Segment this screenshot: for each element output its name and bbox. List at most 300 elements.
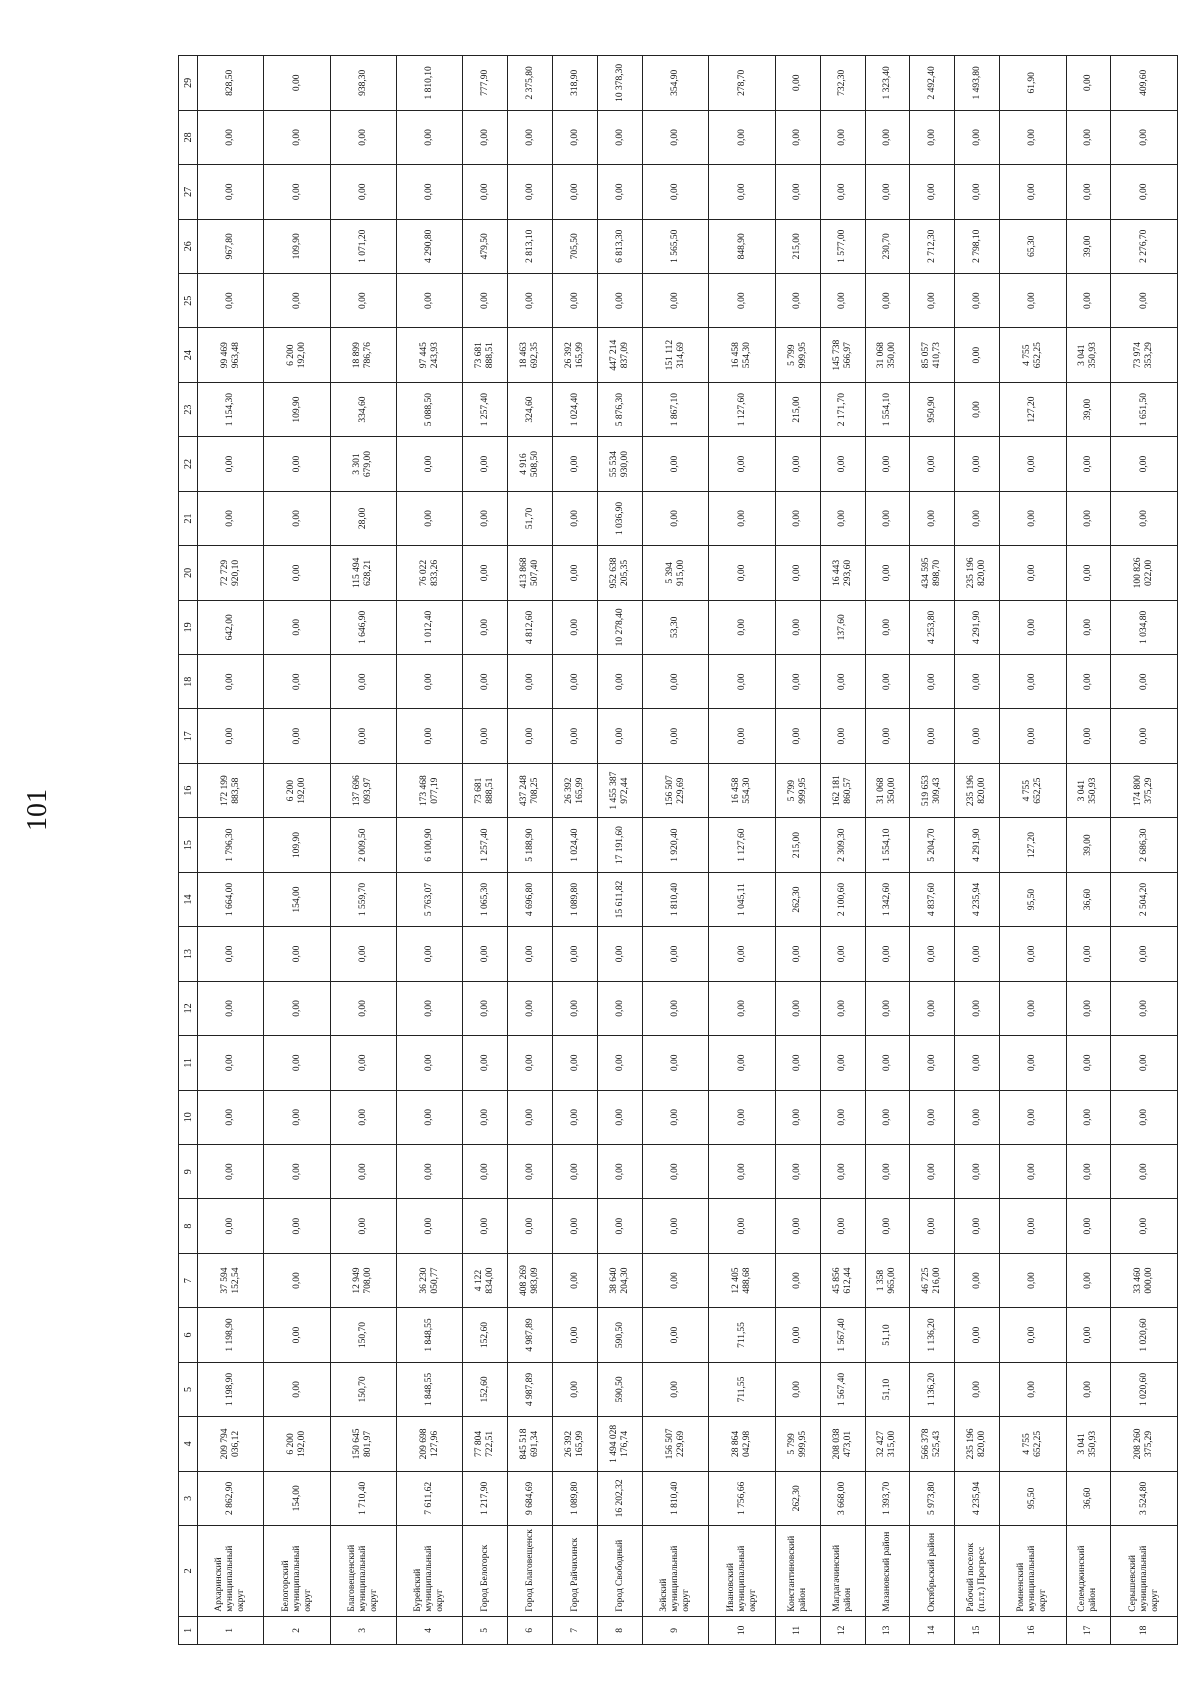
value-cell: 26 392 165,99 [553,328,598,382]
value-cell: 72 729 920,10 [198,546,264,600]
value-cell: 1 257,40 [463,818,508,872]
value-cell: 0,00 [598,273,643,327]
value-cell: 0,00 [553,1090,598,1144]
value-cell: 18 463 692,35 [508,328,553,382]
value-cell: 1 494 028 176,74 [598,1417,643,1471]
header-cell: 6 [179,1308,198,1362]
table-row [264,56,330,1645]
value-cell: 0,00 [264,1308,330,1362]
value-cell: 0,00 [508,110,553,164]
value-cell: 0,00 [820,491,865,545]
value-cell: 36 230 050,77 [397,1253,463,1307]
value-cell: 0,00 [1066,600,1111,654]
value-cell: 51,70 [508,491,553,545]
value-cell: 0,00 [709,491,775,545]
value-cell: 0,00 [820,709,865,763]
value-cell: 0,00 [264,1036,330,1090]
value-cell: 6 200 192,00 [264,328,330,382]
value-cell: 0,00 [264,1253,330,1307]
value-cell: 1 024,40 [553,382,598,436]
value-cell: 0,00 [463,1090,508,1144]
header-cell: 14 [179,872,198,926]
value-cell: 354,90 [643,56,709,111]
value-cell: 1 127,60 [709,818,775,872]
value-cell: 0,00 [463,600,508,654]
value-cell: 0,00 [1000,1090,1066,1144]
value-cell: 0,00 [463,273,508,327]
value-cell: 0,00 [198,1144,264,1198]
value-cell: 0,00 [643,1036,709,1090]
value-cell: 0,00 [1066,1036,1111,1090]
value-cell: 127,20 [1000,818,1066,872]
value-cell: 1 393,70 [865,1471,910,1525]
value-cell: 0,00 [330,709,396,763]
value-cell: 172 199 883,58 [198,763,264,817]
header-cell: 20 [179,546,198,600]
value-cell: 0,00 [463,655,508,709]
value-cell: 0,00 [330,165,396,219]
value-cell: 0,00 [820,1199,865,1253]
value-cell: 65,30 [1000,219,1066,273]
value-cell: 5 876,30 [598,382,643,436]
row-number-cell: 11 [775,1616,820,1644]
value-cell: 777,90 [463,56,508,111]
municipality-name-cell: Белогорский муниципальный округ [264,1526,330,1617]
value-cell: 0,00 [1066,1308,1111,1362]
value-cell: 0,00 [1111,1199,1178,1253]
value-cell: 1 154,30 [198,382,264,436]
value-cell: 1 034,80 [1111,600,1178,654]
header-cell: 15 [179,818,198,872]
municipality-name-cell: Ивановский муниципальный округ [709,1526,775,1617]
value-cell: 0,00 [643,110,709,164]
row-number-cell: 1 [198,1616,264,1644]
value-cell: 2 100,60 [820,872,865,926]
value-cell: 0,00 [264,1090,330,1144]
value-cell: 0,00 [1066,1199,1111,1253]
municipality-name-cell: Архаринский муниципальный округ [198,1526,264,1617]
value-cell: 0,00 [264,437,330,491]
value-cell: 0,00 [553,165,598,219]
value-cell: 10 378,30 [598,56,643,111]
value-cell: 46 725 216,00 [910,1253,955,1307]
value-cell: 0,00 [198,927,264,981]
table-row [598,56,643,1645]
value-cell: 97 445 243,93 [397,328,463,382]
value-cell: 0,00 [643,1090,709,1144]
row-number-cell: 18 [1111,1616,1178,1644]
value-cell: 0,00 [198,655,264,709]
value-cell: 0,00 [709,1036,775,1090]
value-cell: 0,00 [1000,110,1066,164]
value-cell: 2 492,40 [910,56,955,111]
value-cell: 0,00 [775,927,820,981]
value-cell: 5 799 999,95 [775,1417,820,1471]
value-cell: 1 136,20 [910,1362,955,1416]
value-cell: 0,00 [865,709,910,763]
value-cell: 0,00 [1000,1362,1066,1416]
value-cell: 5 188,90 [508,818,553,872]
page-number: 101 [22,789,53,831]
value-cell: 51,10 [865,1362,910,1416]
value-cell: 278,70 [709,56,775,111]
value-cell: 0,00 [330,655,396,709]
value-cell: 162 181 860,57 [820,763,865,817]
value-cell: 5 204,70 [910,818,955,872]
header-cell: 27 [179,165,198,219]
value-cell: 590,50 [598,1362,643,1416]
value-cell: 0,00 [397,110,463,164]
value-cell: 2 309,30 [820,818,865,872]
header-row [179,56,198,1645]
table-row [1111,56,1178,1645]
value-cell: 152,60 [463,1308,508,1362]
value-cell: 0,00 [643,927,709,981]
header-cell: 13 [179,927,198,981]
value-cell: 26 392 165,99 [553,763,598,817]
value-cell: 0,00 [955,927,1000,981]
value-cell: 38 640 204,30 [598,1253,643,1307]
header-cell: 25 [179,273,198,327]
value-cell: 0,00 [910,165,955,219]
value-cell: 1 020,60 [1111,1308,1178,1362]
value-cell: 0,00 [198,273,264,327]
value-cell: 55 534 930,00 [598,437,643,491]
value-cell: 150 645 801,97 [330,1417,396,1471]
value-cell: 7 611,62 [397,1471,463,1525]
value-cell: 95,50 [1000,1471,1066,1525]
value-cell: 1 020,60 [1111,1362,1178,1416]
value-cell: 0,00 [264,165,330,219]
row-number-cell: 17 [1066,1616,1111,1644]
value-cell: 0,00 [643,1144,709,1198]
value-cell: 0,00 [330,110,396,164]
value-cell: 1 036,90 [598,491,643,545]
value-cell: 1 565,50 [643,219,709,273]
value-cell: 215,00 [775,219,820,273]
value-cell: 2 276,70 [1111,219,1178,273]
value-cell: 0,00 [1000,981,1066,1035]
value-cell: 3 524,80 [1111,1471,1178,1525]
value-cell: 1 065,30 [463,872,508,926]
value-cell: 0,00 [1066,273,1111,327]
value-cell: 1 257,40 [463,382,508,436]
value-cell: 0,00 [955,491,1000,545]
value-cell: 209 794 036,12 [198,1417,264,1471]
value-cell: 51,10 [865,1308,910,1362]
value-cell: 0,00 [508,981,553,1035]
value-cell: 0,00 [643,437,709,491]
value-cell: 0,00 [397,1199,463,1253]
value-cell: 5 973,80 [910,1471,955,1525]
value-cell: 0,00 [820,273,865,327]
value-cell: 1 810,10 [397,56,463,111]
value-cell: 0,00 [598,981,643,1035]
value-cell: 0,00 [553,1199,598,1253]
value-cell: 2 813,10 [508,219,553,273]
value-cell: 0,00 [508,165,553,219]
value-cell: 0,00 [598,655,643,709]
value-cell: 152,60 [463,1362,508,1416]
value-cell: 1 810,40 [643,1471,709,1525]
value-cell: 0,00 [1066,491,1111,545]
table-row [955,56,1000,1645]
value-cell: 0,00 [865,1036,910,1090]
value-cell: 0,00 [1066,1362,1111,1416]
value-cell: 952 638 205,35 [598,546,643,600]
value-cell: 4 253,80 [910,600,955,654]
value-cell: 4 755 652,25 [1000,763,1066,817]
data-table [178,55,1178,1645]
value-cell: 409,60 [1111,56,1178,111]
value-cell: 1 710,40 [330,1471,396,1525]
value-cell: 1 646,90 [330,600,396,654]
value-cell: 0,00 [553,273,598,327]
value-cell: 0,00 [1000,1253,1066,1307]
value-cell: 0,00 [397,437,463,491]
value-cell: 0,00 [1000,1199,1066,1253]
value-cell: 0,00 [598,165,643,219]
header-cell: 21 [179,491,198,545]
table-row [508,56,553,1645]
value-cell: 0,00 [463,1199,508,1253]
value-cell: 0,00 [910,437,955,491]
value-cell: 1 071,20 [330,219,396,273]
value-cell: 0,00 [865,491,910,545]
value-cell: 0,00 [643,273,709,327]
table-row [865,56,910,1645]
value-cell: 0,00 [709,1090,775,1144]
table-row [643,56,709,1645]
value-cell: 0,00 [709,1199,775,1253]
row-number-cell: 10 [709,1616,775,1644]
value-cell: 479,50 [463,219,508,273]
value-cell: 0,00 [1000,165,1066,219]
value-cell: 235 196 820,00 [955,763,1000,817]
value-cell: 0,00 [463,165,508,219]
value-cell: 950,90 [910,382,955,436]
value-cell: 938,30 [330,56,396,111]
municipality-name-cell: Ромненский муниципальный округ [1000,1526,1066,1617]
header-cell: 9 [179,1144,198,1198]
value-cell: 705,50 [553,219,598,273]
value-cell: 0,00 [1000,273,1066,327]
value-cell: 0,00 [553,1308,598,1362]
value-cell: 0,00 [1000,491,1066,545]
value-cell: 0,00 [1111,1144,1178,1198]
value-cell: 334,60 [330,382,396,436]
value-cell: 0,00 [508,927,553,981]
header-cell: 29 [179,56,198,111]
value-cell: 0,00 [775,709,820,763]
value-cell: 4 987,89 [508,1362,553,1416]
value-cell: 3 041 350,93 [1066,328,1111,382]
value-cell: 0,00 [775,437,820,491]
value-cell: 31 068 350,00 [865,763,910,817]
value-cell: 3 301 679,00 [330,437,396,491]
value-cell: 262,30 [775,1471,820,1525]
value-cell: 0,00 [198,165,264,219]
value-cell: 0,00 [775,1036,820,1090]
value-cell: 1 217,90 [463,1471,508,1525]
value-cell: 1 848,55 [397,1362,463,1416]
value-cell: 36,60 [1066,872,1111,926]
value-cell: 0,00 [709,273,775,327]
value-cell: 0,00 [910,981,955,1035]
value-cell: 0,00 [198,1036,264,1090]
table-row [198,56,264,1645]
value-cell: 2 798,10 [955,219,1000,273]
value-cell: 4 755 652,25 [1000,1417,1066,1471]
value-cell: 1 567,40 [820,1308,865,1362]
value-cell: 109,90 [264,219,330,273]
value-cell: 4 812,60 [508,600,553,654]
value-cell: 1 867,10 [643,382,709,436]
value-cell: 0,00 [598,709,643,763]
value-cell: 0,00 [820,1036,865,1090]
value-cell: 0,00 [598,1036,643,1090]
value-cell: 127,20 [1000,382,1066,436]
row-number-cell: 12 [820,1616,865,1644]
value-cell: 4 235,94 [955,1471,1000,1525]
value-cell: 0,00 [1111,927,1178,981]
municipality-name-cell: Рабочий поселок (п.г.т.) Прогресс [955,1526,1000,1617]
value-cell: 0,00 [463,110,508,164]
row-number-cell: 9 [643,1616,709,1644]
value-cell: 0,00 [865,110,910,164]
value-cell: 2 171,70 [820,382,865,436]
value-cell: 828,50 [198,56,264,111]
municipality-name-cell: Город Райчихинск [553,1526,598,1617]
value-cell: 73 681 888,51 [463,328,508,382]
value-cell: 3 668,00 [820,1471,865,1525]
value-cell: 209 698 127,96 [397,1417,463,1471]
value-cell: 0,00 [330,1199,396,1253]
value-cell: 0,00 [1111,709,1178,763]
value-cell: 0,00 [1000,927,1066,981]
header-cell: 4 [179,1417,198,1471]
value-cell: 0,00 [643,709,709,763]
municipality-name-cell: Благовещенский муниципальный округ [330,1526,396,1617]
value-cell: 0,00 [264,600,330,654]
value-cell: 0,00 [820,927,865,981]
value-cell: 0,00 [775,1253,820,1307]
header-cell: 16 [179,763,198,817]
value-cell: 31 068 350,00 [865,328,910,382]
value-cell: 1 567,40 [820,1362,865,1416]
value-cell: 4 837,60 [910,872,955,926]
value-cell: 1 198,90 [198,1308,264,1362]
row-number-cell: 13 [865,1616,910,1644]
value-cell: 711,55 [709,1308,775,1362]
value-cell: 0,00 [1066,437,1111,491]
municipality-name-cell: Бурейский муниципальный округ [397,1526,463,1617]
value-cell: 0,00 [463,1036,508,1090]
value-cell: 4 696,80 [508,872,553,926]
header-cell: 3 [179,1471,198,1525]
value-cell: 53,30 [643,600,709,654]
value-cell: 0,00 [775,655,820,709]
value-cell: 10 278,40 [598,600,643,654]
value-cell: 0,00 [264,1144,330,1198]
value-cell: 0,00 [910,655,955,709]
value-cell: 1 045,11 [709,872,775,926]
value-cell: 0,00 [264,1199,330,1253]
value-cell: 0,00 [910,491,955,545]
value-cell: 4 291,90 [955,818,1000,872]
row-number-cell: 14 [910,1616,955,1644]
value-cell: 1 756,66 [709,1471,775,1525]
value-cell: 5 799 999,95 [775,763,820,817]
value-cell: 0,00 [397,1036,463,1090]
value-cell: 0,00 [553,600,598,654]
value-cell: 4 235,94 [955,872,1000,926]
value-cell: 0,00 [775,273,820,327]
value-cell: 6 200 192,00 [264,1417,330,1471]
value-cell: 0,00 [865,655,910,709]
value-cell: 0,00 [553,546,598,600]
value-cell: 33 460 000,00 [1111,1253,1178,1307]
value-cell: 0,00 [910,273,955,327]
value-cell: 0,00 [397,491,463,545]
value-cell: 36,60 [1066,1471,1111,1525]
value-cell: 0,00 [598,1144,643,1198]
value-cell: 0,00 [1111,1090,1178,1144]
value-cell: 0,00 [397,709,463,763]
table-row [910,56,955,1645]
row-number-cell: 8 [598,1616,643,1644]
value-cell: 1 136,20 [910,1308,955,1362]
value-cell: 0,00 [198,437,264,491]
value-cell: 0,00 [397,1090,463,1144]
value-cell: 0,00 [1111,981,1178,1035]
value-cell: 145 738 566,97 [820,328,865,382]
value-cell: 0,00 [553,1253,598,1307]
rotated-table-sheet [178,55,1178,1645]
value-cell: 0,00 [1000,1036,1066,1090]
value-cell: 109,90 [264,382,330,436]
value-cell: 2 009,50 [330,818,396,872]
value-cell: 566 378 525,43 [910,1417,955,1471]
value-cell: 215,00 [775,818,820,872]
header-cell: 11 [179,1036,198,1090]
value-cell: 0,00 [820,655,865,709]
value-cell: 0,00 [820,437,865,491]
value-cell: 0,00 [865,273,910,327]
value-cell: 1 559,70 [330,872,396,926]
value-cell: 0,00 [775,56,820,111]
value-cell: 0,00 [463,709,508,763]
value-cell: 0,00 [264,1362,330,1416]
value-cell: 0,00 [553,655,598,709]
value-cell: 0,00 [1066,1253,1111,1307]
value-cell: 18 899 786,76 [330,328,396,382]
value-cell: 156 507 229,69 [643,763,709,817]
value-cell: 0,00 [198,981,264,1035]
value-cell: 0,00 [643,1253,709,1307]
value-cell: 150,70 [330,1362,396,1416]
municipality-name-cell: Город Благовещенск [508,1526,553,1617]
value-cell: 0,00 [775,491,820,545]
value-cell: 215,00 [775,382,820,436]
value-cell: 0,00 [775,110,820,164]
value-cell: 12 949 708,00 [330,1253,396,1307]
row-number-cell: 5 [463,1616,508,1644]
value-cell: 0,00 [1000,546,1066,600]
value-cell: 408 269 983,09 [508,1253,553,1307]
value-cell: 137 696 093,97 [330,763,396,817]
value-cell: 0,00 [1066,981,1111,1035]
